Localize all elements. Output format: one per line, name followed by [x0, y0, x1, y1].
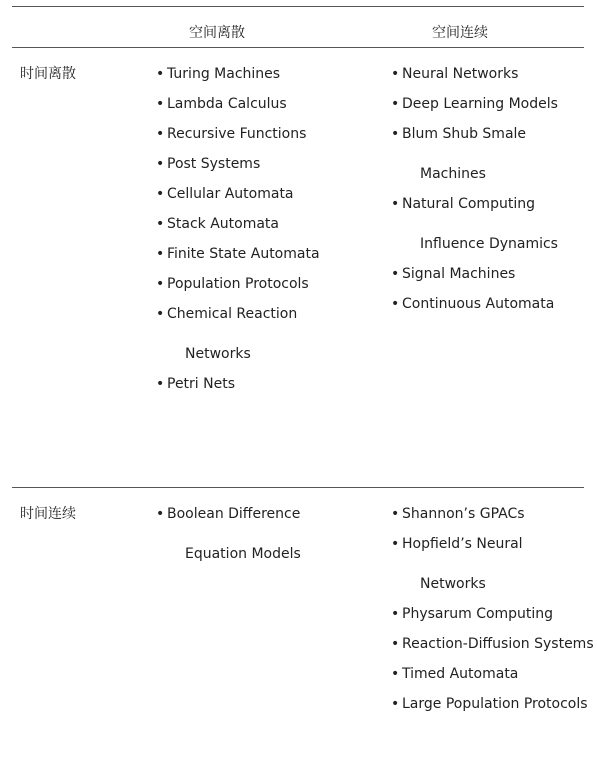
column-header-continuous-space: 空间连续 [432, 25, 488, 41]
bullet-glyph: • [391, 66, 400, 82]
bullet-glyph: • [391, 266, 400, 282]
list-item-text: Petri Nets [167, 376, 236, 392]
list-item-text: Continuous Automata [402, 296, 555, 312]
list-item-text: Recursive Functions [167, 126, 307, 142]
list-item-text: Cellular Automata [167, 186, 294, 202]
list-item-text: Timed Automata [402, 666, 519, 682]
bullet-glyph: • [391, 196, 400, 212]
list-item [156, 364, 356, 404]
list-item-text: Turing Machines [167, 66, 281, 82]
list-item-text-continuation: Equation Models [185, 546, 301, 562]
bullet-glyph: • [156, 216, 165, 232]
bullet-glyph: • [391, 606, 400, 622]
bullet-glyph: • [156, 96, 165, 112]
bullet-glyph: • [391, 636, 400, 652]
list-item-text: Blum Shub Smale [402, 126, 527, 142]
list-item-text-continuation: Networks [185, 346, 251, 362]
cell-discrete-time-continuous-space [391, 64, 591, 324]
bullet-glyph: • [156, 186, 165, 202]
bullet-glyph: • [391, 666, 400, 682]
cell-discrete-time-discrete-space [156, 64, 356, 404]
row-header-discrete-time: 时间离散 [20, 66, 76, 82]
list-item-text: Stack Automata [167, 216, 279, 232]
list-item [391, 524, 591, 604]
bullet-glyph: • [156, 306, 165, 322]
list-item [391, 284, 591, 324]
bullet-glyph: • [391, 126, 400, 142]
bullet-glyph: • [156, 246, 165, 262]
list-item-text: Chemical Reaction [167, 306, 298, 322]
list-item [391, 114, 591, 194]
list-item-text: Post Systems [167, 156, 261, 172]
list-item-text: Boolean Difference [167, 506, 301, 522]
list-item [391, 684, 591, 724]
list-item-text: Neural Networks [402, 66, 519, 82]
bullet-glyph: • [156, 276, 165, 292]
list-item-text: Physarum Computing [402, 606, 554, 622]
list-item-text: Hopfield’s Neural [402, 536, 523, 552]
bullet-glyph: • [391, 506, 400, 522]
list-item-text: Reaction-Diffusion Systems [402, 636, 594, 652]
cell-continuous-time-discrete-space [156, 504, 356, 574]
list-item-text-continuation: Influence Dynamics [420, 236, 558, 252]
bullet-glyph: • [156, 66, 165, 82]
bullet-glyph: • [156, 506, 165, 522]
list-item-text: Finite State Automata [167, 246, 320, 262]
bullet-glyph: • [391, 696, 400, 712]
row-divider-rule [12, 487, 584, 488]
row-header-continuous-time: 时间连续 [20, 506, 76, 522]
bullet-glyph: • [391, 536, 400, 552]
header-rule [12, 47, 584, 48]
list-item-text: Shannon’s GPACs [402, 506, 525, 522]
table-top-rule [12, 6, 584, 7]
bullet-glyph: • [391, 96, 400, 112]
list-item-text: Deep Learning Models [402, 96, 558, 112]
bullet-glyph: • [391, 296, 400, 312]
list-item-text: Signal Machines [402, 266, 516, 282]
list-item-text-continuation: Machines [420, 166, 486, 182]
list-item-text: Population Protocols [167, 276, 309, 292]
cell-continuous-time-continuous-space [391, 504, 594, 724]
list-item [156, 294, 356, 374]
bullet-glyph: • [156, 376, 165, 392]
list-item [391, 184, 591, 264]
bullet-glyph: • [156, 156, 165, 172]
list-item-text: Lambda Calculus [167, 96, 287, 112]
list-item-text-continuation: Networks [420, 576, 486, 592]
list-item-text: Natural Computing [402, 196, 535, 212]
bullet-glyph: • [156, 126, 165, 142]
list-item [156, 494, 356, 574]
column-header-discrete-space: 空间离散 [189, 25, 245, 41]
list-item-text: Large Population Protocols [402, 696, 588, 712]
